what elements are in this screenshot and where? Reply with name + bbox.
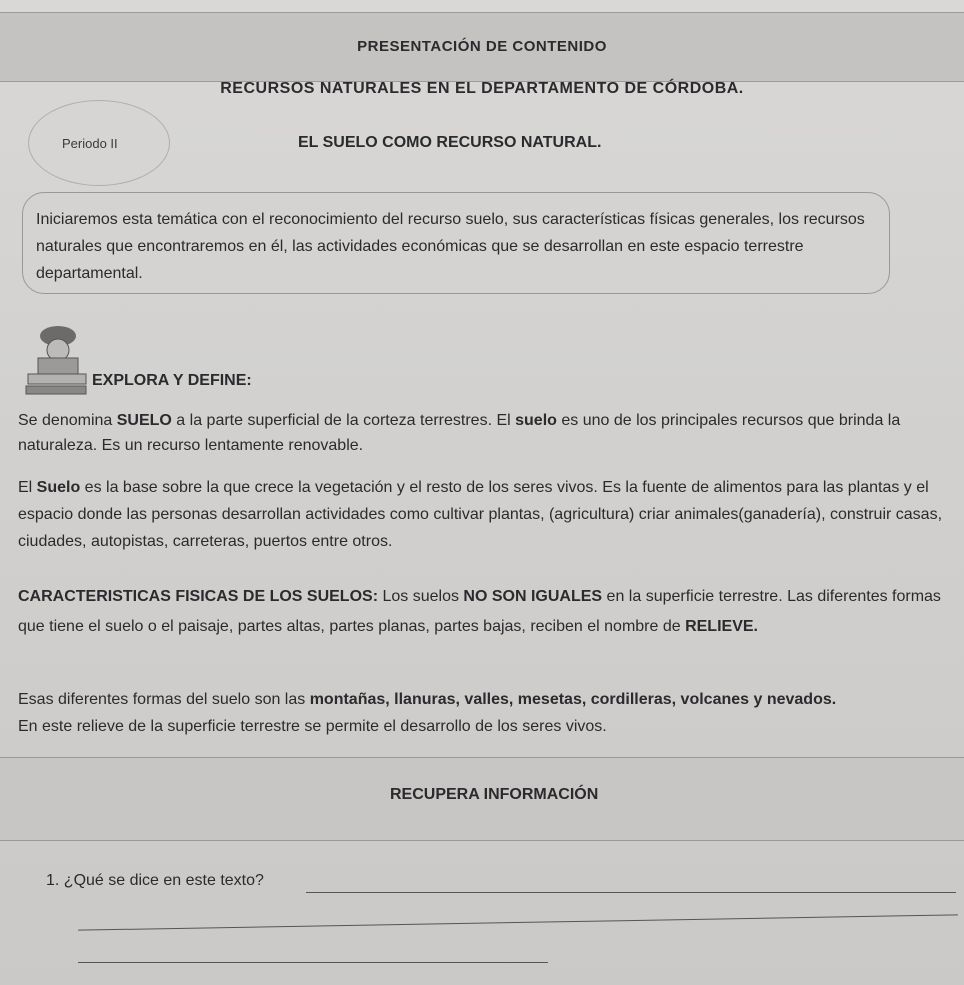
p1-text: a la parte superficial de la corteza terrestres. El xyxy=(171,412,516,429)
p3-bold-heading: CARACTERISTICAS FISICAS DE LOS SUELOS: xyxy=(18,588,379,605)
p1-bold-suelo-2: suelo xyxy=(515,412,557,429)
p1-bold-suelo: SUELO xyxy=(116,412,172,429)
answer-line-3[interactable] xyxy=(78,962,548,963)
question-1: 1. ¿Qué se dice en este texto? xyxy=(46,872,264,889)
answer-line-1[interactable] xyxy=(306,892,956,893)
p2-bold-suelo: Suelo xyxy=(36,479,81,496)
p3-text: en la superficie terrestre. Las diferentes formas que tiene el suelo o el paisaje, partes altas, partes planas, partes bajas, reciben el nombre de xyxy=(18,588,941,635)
presentation-heading: PRESENTACIÓN DE CONTENIDO xyxy=(357,38,607,55)
p1-text: es uno de los principales recursos que brinda la naturaleza. Es un recurso lentamente renovable. xyxy=(18,412,901,454)
intro-text: Iniciaremos esta temática con el reconocimiento del recurso suelo, sus características físicas generales, los recursos naturales que encontraremos en él, las actividades económicas que se desarrollan en este espacio terrestre departamental. xyxy=(36,211,865,282)
p3-bold-no-iguales: NO SON IGUALES xyxy=(463,588,603,605)
p2-text: El xyxy=(18,479,37,496)
paragraph-caracteristicas xyxy=(18,582,948,642)
paragraph-formas xyxy=(18,686,948,740)
student-reading-icon xyxy=(24,322,88,396)
p3-bold-relieve: RELIEVE. xyxy=(685,618,758,635)
paragraph-suelo-definition xyxy=(18,408,948,458)
p4-bold-forms: montañas, llanuras, valles, mesetas, cordilleras, volcanes y nevados. xyxy=(309,691,837,708)
p4-text: Esas diferentes formas del suelo son las xyxy=(18,691,310,708)
p3-text: Los suelos xyxy=(378,588,464,605)
p1-text: Se denomina xyxy=(18,412,117,429)
p4-text-2: En este relieve de la superficie terrestre se permite el desarrollo de los seres vivos. xyxy=(18,718,607,735)
main-title: RECURSOS NATURALES EN EL DEPARTAMENTO DE CÓRDOBA. xyxy=(220,80,744,97)
explora-heading: EXPLORA Y DEFINE: xyxy=(92,372,252,389)
recupera-heading: RECUPERA INFORMACIÓN xyxy=(390,786,599,803)
period-label: Periodo II xyxy=(62,136,118,151)
topic-subtitle: EL SUELO COMO RECURSO NATURAL. xyxy=(298,134,602,151)
paragraph-suelo-base xyxy=(18,474,948,555)
p2-text: es la base sobre la que crece la vegetación y el resto de los seres vivos. Es la fuente de alimentos para las plantas y el espacio donde las personas desarrollan actividades como cultivar plantas, (agricultura) criar animales(ganadería), construir casas, ciudades, autopistas, carreteras, puertos entre otros. xyxy=(18,479,943,550)
